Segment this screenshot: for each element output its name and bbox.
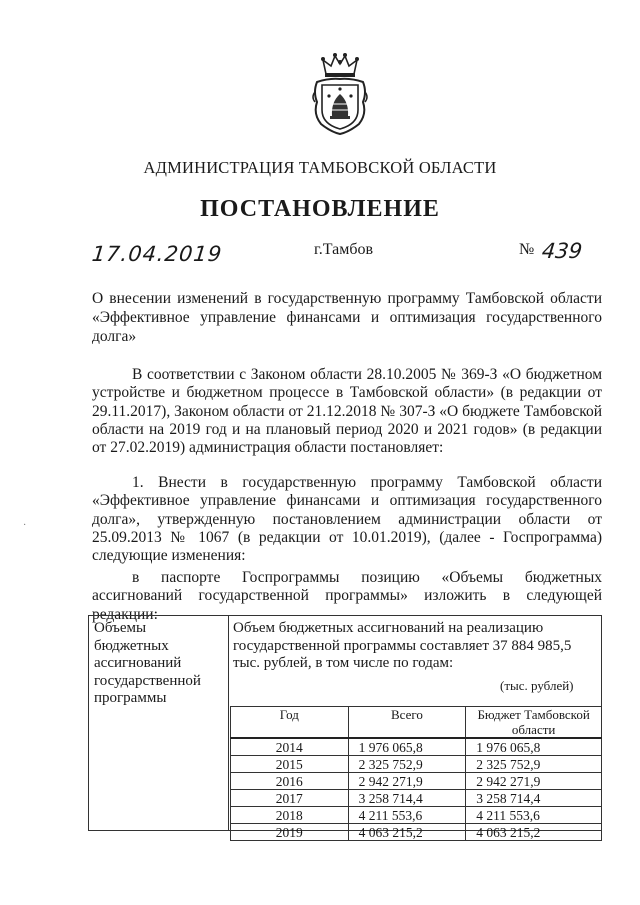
col-header-total: Всего	[348, 707, 466, 739]
total-cell: 2 325 752,9	[348, 756, 466, 773]
paragraph-passport-intro: в паспорте Госпрограммы позицию «Объемы бюджетных ассигнований государственной программы» изложить в следующей редакции:	[92, 569, 602, 623]
total-cell: 3 258 714,4	[348, 790, 466, 807]
organization-name: АДМИНИСТРАЦИЯ ТАМБОВСКОЙ ОБЛАСТИ	[143, 158, 497, 177]
regional-budget-cell: 1 976 065,8	[466, 738, 602, 756]
year-cell: 2016	[231, 773, 349, 790]
passport-left-cell: Объемы бюджетных ассигнований государственной программы	[94, 620, 201, 706]
paragraph-preamble: В соответствии с Законом области 28.10.2005 № 369-З «О бюджетном устройстве и бюджетном процессе в Тамбовской области» (в редакции от 29.11.2017), Законом области от 21.12.2018 № 307-З «О бюджете Тамбовской области на 2019 год и на плановый период 2020 и 2021 годов» (в редакции от 27.02.2019) администрация области постановляет:	[92, 366, 602, 457]
total-cell: 4 211 553,6	[348, 807, 466, 824]
paragraph-item-1: 1. Внести в государственную программу Тамбовской области «Эффективное управление финансами и оптимизация государственного долга», утвержденную постановлением администрации области от 25.09.2013 № 1067 (в редакции от 10.01.2019), (далее - Госпрограмма) следующие изменения:	[92, 474, 602, 565]
table-row	[231, 738, 602, 756]
table-row	[231, 790, 602, 807]
passport-table-divider	[228, 615, 229, 831]
year-cell: 2015	[231, 756, 349, 773]
table-row	[231, 773, 602, 790]
table-row	[231, 756, 602, 773]
number-sign: №	[519, 241, 535, 258]
total-cell: 4 063 215,2	[348, 824, 466, 841]
passport-unit: (тыс. рублей)	[500, 678, 574, 693]
col-header-regional-budget: Бюджет Тамбовской области	[466, 707, 602, 739]
coat-of-arms-icon	[311, 52, 369, 136]
regional-budget-cell: 3 258 714,4	[466, 790, 602, 807]
document-number: 439	[540, 239, 584, 263]
year-cell: 2017	[231, 790, 349, 807]
col-header-year: Год	[231, 707, 349, 739]
document-city: г.Тамбов	[314, 241, 374, 258]
table-row	[231, 807, 602, 824]
document-subject: О внесении изменений в государственную программу Тамбовской области «Эффективное управление финансами и оптимизация государственного долга»	[92, 290, 602, 345]
regional-budget-cell: 2 325 752,9	[466, 756, 602, 773]
year-cell: 2019	[231, 824, 349, 841]
passport-right-text: Объем бюджетных ассигнований на реализацию государственной программы составляет 37 884 985,5 тыс. рублей, в том числе по годам:	[233, 620, 572, 671]
total-cell: 2 942 271,9	[348, 773, 466, 790]
total-cell: 1 976 065,8	[348, 738, 466, 756]
margin-mark: ·	[23, 520, 27, 531]
regional-budget-cell: 4 211 553,6	[466, 807, 602, 824]
regional-budget-cell: 4 063 215,2	[466, 824, 602, 841]
year-cell: 2014	[231, 738, 349, 756]
document-type: ПОСТАНОВЛЕНИЕ	[200, 196, 440, 222]
table-row	[231, 824, 602, 841]
document-date: 17.04.2019	[90, 242, 224, 266]
budget-table	[230, 706, 602, 841]
budget-table-header	[231, 707, 602, 739]
regional-budget-cell: 2 942 271,9	[466, 773, 602, 790]
year-cell: 2018	[231, 807, 349, 824]
